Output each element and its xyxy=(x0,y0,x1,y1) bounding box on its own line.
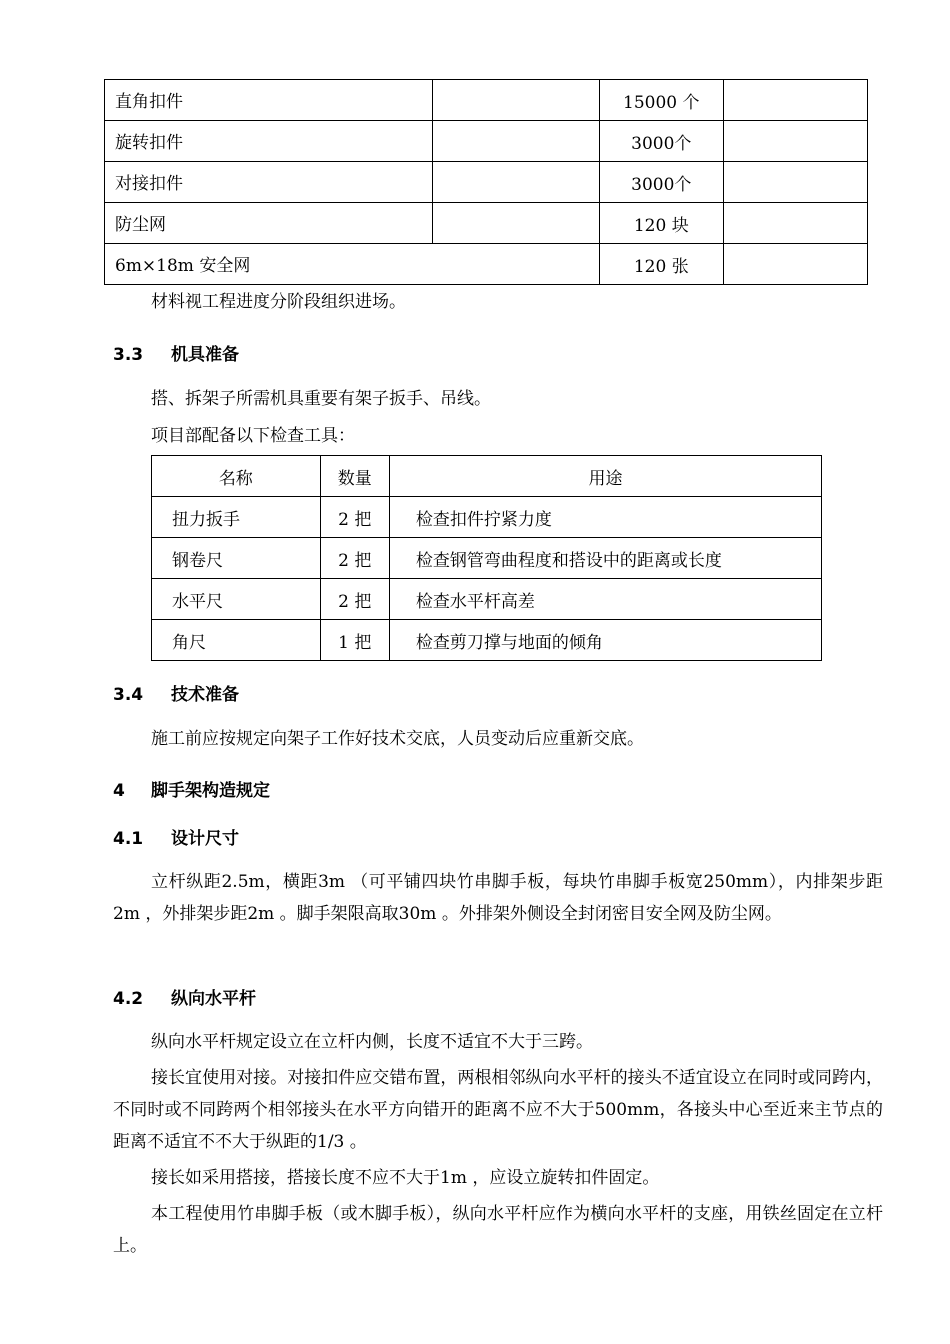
table-header-row xyxy=(152,456,822,497)
paragraph: 接长如采用搭接，搭接长度不应不大于1m ，应设立旋转扣件固定。 xyxy=(151,1168,660,1188)
tool-name: 钢卷尺 xyxy=(152,538,321,579)
tools-table xyxy=(151,455,822,661)
paragraph: 接长宜使用对接。对接扣件应交错布置，两根相邻纵向水平杆的接头不适宜设立在同时或同跨内，不同时或不同跨两个相邻接头在水平方向错开的距离不应不大于500mm，各接头中心至近来主节点的距离不适宜不不大于纵距的1/3 。 xyxy=(113,1068,883,1152)
table-row xyxy=(105,121,868,162)
section-number: 3.3 xyxy=(113,345,144,365)
paragraph: 搭、拆架子所需机具重要有架子扳手、吊线。 xyxy=(151,389,491,409)
section-heading-3-4 xyxy=(113,680,239,705)
table-row xyxy=(105,162,868,203)
column-header: 用途 xyxy=(389,456,821,497)
material-name: 对接扣件 xyxy=(105,162,433,203)
section-heading-4-2 xyxy=(113,984,256,1009)
material-name: 防尘网 xyxy=(105,203,433,244)
tool-use: 检查剪刀撑与地面的倾角 xyxy=(389,620,821,661)
table-row xyxy=(105,244,868,285)
material-quantity: 3000个 xyxy=(599,121,723,162)
material-quantity: 3000个 xyxy=(599,162,723,203)
section-number: 4.2 xyxy=(113,989,144,1009)
tool-name: 水平尺 xyxy=(152,579,321,620)
section-heading-4-1 xyxy=(113,824,239,849)
paragraph: 项目部配备以下检查工具： xyxy=(151,426,355,446)
section-title: 纵向水平杆 xyxy=(171,989,256,1009)
column-header: 数量 xyxy=(320,456,389,497)
table-row xyxy=(152,497,822,538)
tool-name: 角尺 xyxy=(152,620,321,661)
table-row xyxy=(105,203,868,244)
material-quantity: 120 块 xyxy=(599,203,723,244)
table-row xyxy=(152,538,822,579)
material-quantity: 15000 个 xyxy=(599,80,723,121)
section-heading-3-3 xyxy=(113,340,239,365)
material-name: 6m×18m 安全网 xyxy=(105,244,600,285)
material-name: 直角扣件 xyxy=(105,80,433,121)
tool-use: 检查水平杆高差 xyxy=(389,579,821,620)
paragraph: 施工前应按规定向架子工作好技术交底，人员变动后应重新交底。 xyxy=(151,729,644,749)
tool-qty: 2 把 xyxy=(320,579,389,620)
materials-note: 材料视工程进度分阶段组织进场。 xyxy=(151,292,406,312)
table-row xyxy=(152,579,822,620)
table-row xyxy=(105,80,868,121)
material-name: 旋转扣件 xyxy=(105,121,433,162)
tool-qty: 1 把 xyxy=(320,620,389,661)
section-title: 脚手架构造规定 xyxy=(151,781,270,801)
section-number: 4.1 xyxy=(113,829,144,849)
paragraph: 纵向水平杆规定设立在立杆内侧，长度不适宜不大于三跨。 xyxy=(151,1032,593,1052)
tool-name: 扭力扳手 xyxy=(152,497,321,538)
section-number: 3.4 xyxy=(113,685,144,705)
section-title: 设计尺寸 xyxy=(171,829,239,849)
section-title: 技术准备 xyxy=(171,685,239,705)
material-quantity: 120 张 xyxy=(599,244,723,285)
tool-qty: 2 把 xyxy=(320,497,389,538)
table-row xyxy=(152,620,822,661)
tool-use: 检查钢管弯曲程度和搭设中的距离或长度 xyxy=(389,538,821,579)
materials-table xyxy=(104,79,868,285)
section-title: 机具准备 xyxy=(171,345,239,365)
tool-use: 检查扣件拧紧力度 xyxy=(389,497,821,538)
section-heading-4 xyxy=(113,776,270,801)
column-header: 名称 xyxy=(152,456,321,497)
section-number: 4 xyxy=(113,781,125,801)
paragraph: 立杆纵距2.5m，横距3m （可平铺四块竹串脚手板，每块竹串脚手板宽250mm），内排架步距2m ，外排架步距2m 。脚手架限高取30m 。外排架外侧设全封闭密目安全网及防尘网。 xyxy=(113,872,883,924)
paragraph: 本工程使用竹串脚手板（或木脚手板），纵向水平杆应作为横向水平杆的支座，用铁丝固定在立杆上。 xyxy=(113,1204,883,1256)
tool-qty: 2 把 xyxy=(320,538,389,579)
